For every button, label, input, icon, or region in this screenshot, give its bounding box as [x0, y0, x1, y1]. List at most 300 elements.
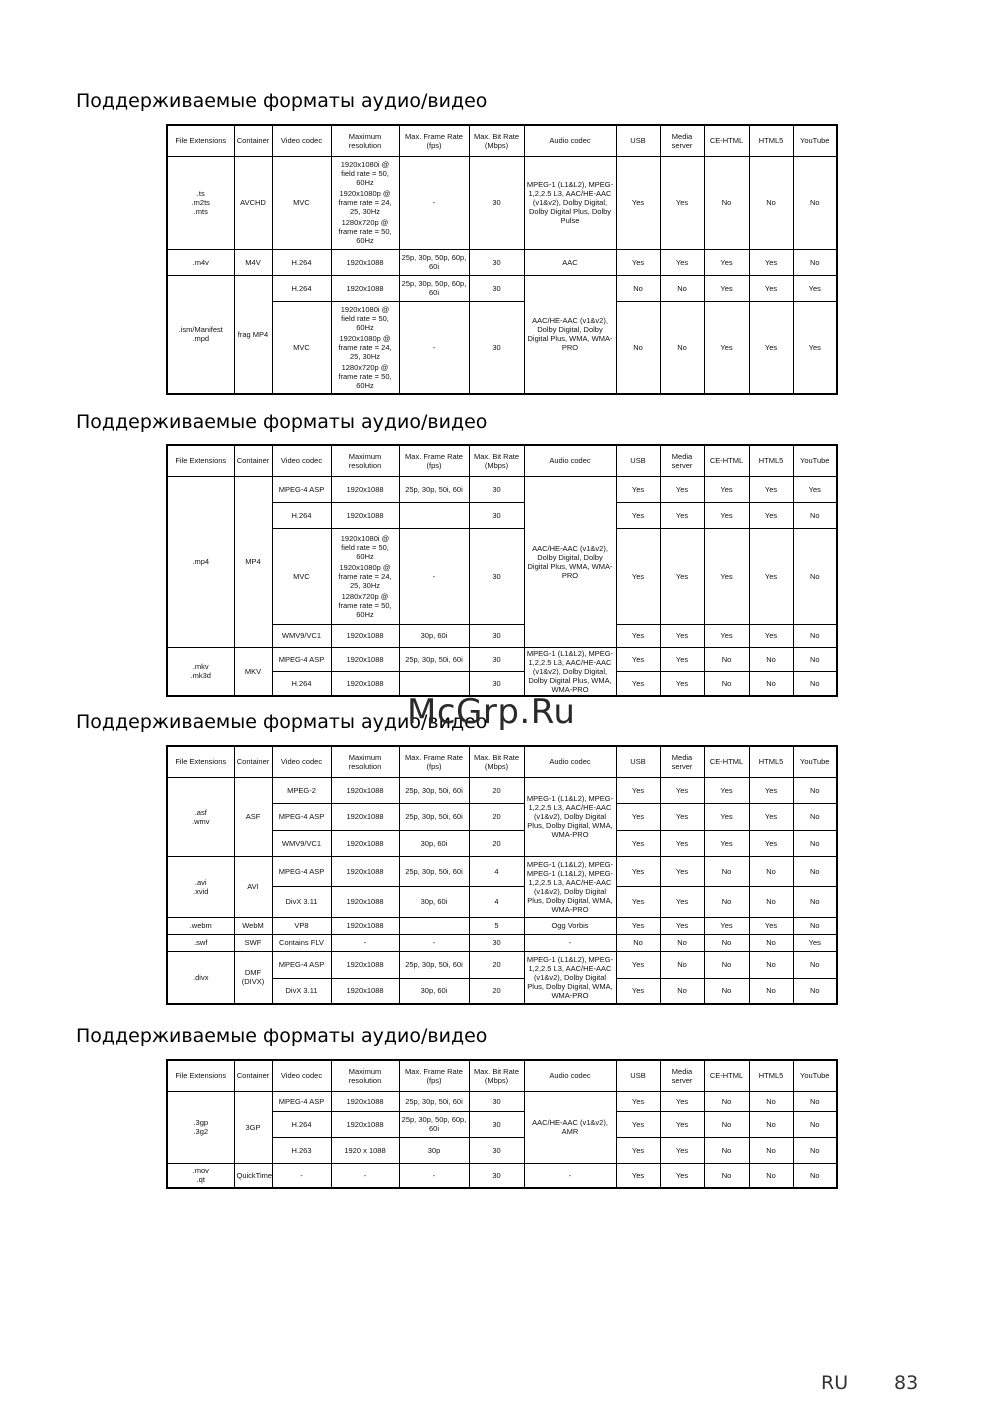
file-extensions: .swf: [167, 934, 234, 951]
usb: Yes: [616, 886, 660, 917]
video-codec: MVC: [272, 301, 331, 394]
max-resolution: 1920x1088: [331, 249, 399, 275]
video-codec: H.263: [272, 1137, 331, 1163]
max-resolution: 1920x1088: [331, 476, 399, 502]
video-codec: H.264: [272, 275, 331, 301]
usb: Yes: [616, 803, 660, 830]
col-usb: USB: [616, 125, 660, 156]
col-youtube: YouTube: [793, 125, 837, 156]
video-codec: MPEG-4 ASP: [272, 1091, 331, 1111]
col-container: Container: [234, 125, 272, 156]
max-resolution: 1920x1088: [331, 856, 399, 886]
video-codec: WMV9/VC1: [272, 830, 331, 856]
audio-codec: -: [524, 934, 616, 951]
col-video-codec: Video codec: [272, 125, 331, 156]
usb: Yes: [616, 856, 660, 886]
media-server: Yes: [660, 671, 704, 695]
frame-rate: 25p, 30p, 50i, 60i: [399, 951, 469, 978]
section-heading: Поддерживаемые форматы аудио/видео: [76, 90, 488, 112]
usb: Yes: [616, 647, 660, 671]
max-resolution: 1920x1088: [331, 1091, 399, 1111]
media-server: Yes: [660, 502, 704, 528]
resolution-line: 1920x1080p @ frame rate = 24, 25, 30Hz: [338, 189, 392, 216]
file-extensions: .divx: [167, 951, 234, 1004]
html5: Yes: [749, 830, 793, 856]
container: ASF: [234, 777, 272, 856]
html5: No: [749, 156, 793, 249]
frame-rate: 25p, 30p, 50i, 60i: [399, 777, 469, 803]
usb: Yes: [616, 476, 660, 502]
resolution-line: 1280x720p @ frame rate = 50, 60Hz: [338, 591, 392, 619]
bit-rate: 30: [469, 249, 524, 275]
audio-codec: MPEG-1 (L1&L2), MPEG-MPEG-1 (L1&L2), MPEG-1,2,2.5 L3, AAC/HE-AAC (v1&v2), Dolby Digital Plus, Dolby Digital, WMA, WMA-PRO: [524, 856, 616, 917]
ce-html: No: [704, 856, 749, 886]
container: WebM: [234, 917, 272, 934]
table-row: [167, 476, 837, 502]
video-codec: MPEG-4 ASP: [272, 647, 331, 671]
video-codec: MPEG-4 ASP: [272, 803, 331, 830]
col-max-bit-rate: Max. Bit Rate (Mbps): [469, 445, 524, 476]
resolution-line: 1280x720p @ frame rate = 50, 60Hz: [338, 218, 392, 245]
media-server: Yes: [660, 156, 704, 249]
audio-codec: AAC/HE-AAC (v1&v2), Dolby Digital, Dolby Digital Plus, WMA, WMA-PRO: [524, 476, 616, 647]
col-video-codec: Video codec: [272, 445, 331, 476]
max-resolution: 1920x1088: [331, 803, 399, 830]
section-heading: Поддерживаемые форматы аудио/видео: [76, 411, 488, 433]
youtube: No: [793, 1111, 837, 1137]
html5: Yes: [749, 476, 793, 502]
col-audio-codec: Audio codec: [524, 125, 616, 156]
ce-html: Yes: [704, 830, 749, 856]
max-resolution: 1920x1088: [331, 1111, 399, 1137]
frame-rate: 25p, 30p, 50p, 60p, 60i: [399, 249, 469, 275]
max-resolution: 1920x1088: [331, 624, 399, 647]
ce-html: No: [704, 1163, 749, 1188]
max-resolution: 1920x1088: [331, 978, 399, 1004]
col-file-extensions: File Extensions: [167, 746, 234, 777]
video-codec: VP8: [272, 917, 331, 934]
youtube: No: [793, 1137, 837, 1163]
media-server: Yes: [660, 1111, 704, 1137]
ce-html: No: [704, 934, 749, 951]
bit-rate: 30: [469, 1163, 524, 1188]
col-file-extensions: File Extensions: [167, 125, 234, 156]
media-server: No: [660, 934, 704, 951]
max-resolution: [331, 301, 399, 394]
bit-rate: 30: [469, 476, 524, 502]
col-usb: USB: [616, 1060, 660, 1091]
html5: Yes: [749, 803, 793, 830]
youtube: No: [793, 917, 837, 934]
ce-html: Yes: [704, 777, 749, 803]
file-extensions: .avi .xvid: [167, 856, 234, 917]
youtube: No: [793, 951, 837, 978]
header-row: [167, 125, 837, 156]
youtube: No: [793, 886, 837, 917]
youtube: Yes: [793, 934, 837, 951]
media-server: No: [660, 275, 704, 301]
youtube: No: [793, 156, 837, 249]
file-extensions: .mkv .mk3d: [167, 647, 234, 696]
media-server: Yes: [660, 856, 704, 886]
usb: No: [616, 275, 660, 301]
bit-rate: 30: [469, 624, 524, 647]
video-codec: MPEG-4 ASP: [272, 476, 331, 502]
col-media-server: Media server: [660, 445, 704, 476]
col-audio-codec: Audio codec: [524, 445, 616, 476]
col-container: Container: [234, 445, 272, 476]
frame-rate: 30p, 60i: [399, 830, 469, 856]
frame-rate: 25p, 30p, 50p, 60p, 60i: [399, 1111, 469, 1137]
audio-codec: MPEG-1 (L1&L2), MPEG-1,2,2.5 L3, AAC/HE-AAC (v1&v2), Dolby Digital Plus, Dolby Digital, WMA, WMA-PRO: [524, 777, 616, 856]
col-max-frame-rate: Max. Frame Rate (fps): [399, 1060, 469, 1091]
video-codec: Contains FLV: [272, 934, 331, 951]
html5: No: [749, 1163, 793, 1188]
footer-language: RU: [821, 1372, 849, 1394]
section-heading: Поддерживаемые форматы аудио/видео: [76, 711, 488, 733]
col-audio-codec: Audio codec: [524, 746, 616, 777]
video-codec: MVC: [272, 528, 331, 624]
bit-rate: 20: [469, 777, 524, 803]
header-row: [167, 1060, 837, 1091]
frame-rate: 30p, 60i: [399, 624, 469, 647]
video-codec: MPEG-4 ASP: [272, 856, 331, 886]
formats-table-1: [166, 124, 838, 395]
bit-rate: 30: [469, 934, 524, 951]
usb: Yes: [616, 624, 660, 647]
frame-rate: 25p, 30p, 50i, 60i: [399, 856, 469, 886]
html5: No: [749, 951, 793, 978]
bit-rate: 20: [469, 978, 524, 1004]
ce-html: No: [704, 1111, 749, 1137]
bit-rate: 30: [469, 1137, 524, 1163]
media-server: Yes: [660, 1163, 704, 1188]
usb: No: [616, 301, 660, 394]
usb: Yes: [616, 1091, 660, 1111]
resolution-line: 1920x1080p @ frame rate = 24, 25, 30Hz: [338, 562, 392, 590]
video-codec: H.264: [272, 249, 331, 275]
file-extensions: .3gp .3g2: [167, 1091, 234, 1163]
file-extensions: .webm: [167, 917, 234, 934]
col-container: Container: [234, 746, 272, 777]
col-max-frame-rate: Max. Frame Rate (fps): [399, 125, 469, 156]
usb: Yes: [616, 671, 660, 695]
formats-table-4: [166, 1059, 838, 1189]
html5: Yes: [749, 777, 793, 803]
ce-html: Yes: [704, 624, 749, 647]
youtube: No: [793, 249, 837, 275]
formats-table-2: [166, 444, 838, 697]
html5: No: [749, 1137, 793, 1163]
col-usb: USB: [616, 746, 660, 777]
frame-rate: -: [399, 528, 469, 624]
frame-rate: [399, 502, 469, 528]
container: MKV: [234, 647, 272, 696]
usb: Yes: [616, 502, 660, 528]
col-audio-codec: Audio codec: [524, 1060, 616, 1091]
ce-html: No: [704, 647, 749, 671]
bit-rate: 20: [469, 803, 524, 830]
col-html5: HTML5: [749, 746, 793, 777]
usb: Yes: [616, 156, 660, 249]
html5: No: [749, 978, 793, 1004]
col-usb: USB: [616, 445, 660, 476]
usb: Yes: [616, 1137, 660, 1163]
usb: Yes: [616, 917, 660, 934]
container: QuickTime: [234, 1163, 272, 1188]
ce-html: Yes: [704, 476, 749, 502]
media-server: Yes: [660, 647, 704, 671]
bit-rate: 4: [469, 856, 524, 886]
media-server: Yes: [660, 624, 704, 647]
file-extensions: .mp4: [167, 476, 234, 647]
table-row: [167, 934, 837, 951]
max-resolution: 1920x1088: [331, 647, 399, 671]
bit-rate: 30: [469, 502, 524, 528]
frame-rate: 25p, 30p, 50p, 60p, 60i: [399, 275, 469, 301]
html5: Yes: [749, 275, 793, 301]
container: M4V: [234, 249, 272, 275]
frame-rate: -: [399, 301, 469, 394]
watermark: McGrp.Ru: [407, 692, 576, 732]
youtube: No: [793, 803, 837, 830]
media-server: Yes: [660, 1091, 704, 1111]
ce-html: No: [704, 1137, 749, 1163]
col-media-server: Media server: [660, 1060, 704, 1091]
table-row: [167, 156, 837, 249]
col-ce-html: CE-HTML: [704, 445, 749, 476]
ce-html: Yes: [704, 803, 749, 830]
resolution-line: 1920x1080i @ field rate = 50, 60Hz: [340, 304, 390, 332]
col-file-extensions: File Extensions: [167, 445, 234, 476]
col-media-server: Media server: [660, 125, 704, 156]
bit-rate: 30: [469, 156, 524, 249]
ce-html: Yes: [704, 917, 749, 934]
usb: Yes: [616, 978, 660, 1004]
header-row: [167, 445, 837, 476]
max-resolution: 1920x1088: [331, 671, 399, 695]
media-server: Yes: [660, 528, 704, 624]
youtube: No: [793, 777, 837, 803]
video-codec: -: [272, 1163, 331, 1188]
col-max-bit-rate: Max. Bit Rate (Mbps): [469, 125, 524, 156]
col-youtube: YouTube: [793, 746, 837, 777]
col-youtube: YouTube: [793, 445, 837, 476]
col-max-frame-rate: Max. Frame Rate (fps): [399, 445, 469, 476]
html5: Yes: [749, 502, 793, 528]
resolution-line: 1920x1080p @ frame rate = 24, 25, 30Hz: [338, 333, 392, 361]
col-container: Container: [234, 1060, 272, 1091]
page-number: 83: [894, 1372, 919, 1394]
ce-html: Yes: [704, 249, 749, 275]
bit-rate: 30: [469, 1111, 524, 1137]
usb: Yes: [616, 830, 660, 856]
frame-rate: [399, 917, 469, 934]
audio-codec: MPEG-1 (L1&L2), MPEG-1,2,2.5 L3, AAC/HE-AAC (v1&v2), Dolby Digital Plus, Dolby Digital, WMA, WMA-PRO: [524, 951, 616, 1004]
container: DMF (DIVX): [234, 951, 272, 1004]
table-row: [167, 951, 837, 978]
usb: Yes: [616, 1163, 660, 1188]
youtube: No: [793, 856, 837, 886]
audio-codec: -: [524, 1163, 616, 1188]
resolution-line: 1920x1080i @ field rate = 50, 60Hz: [340, 533, 390, 561]
youtube: No: [793, 647, 837, 671]
video-codec: H.264: [272, 671, 331, 695]
video-codec: H.264: [272, 502, 331, 528]
audio-codec: MPEG-1 (L1&L2), MPEG-1,2,2.5 L3, AAC/HE-AAC (v1&v2), Dolby Digital, Dolby Digital Plus, WMA, WMA-PRO: [524, 647, 616, 696]
youtube: No: [793, 671, 837, 695]
col-video-codec: Video codec: [272, 1060, 331, 1091]
media-server: No: [660, 978, 704, 1004]
container: AVI: [234, 856, 272, 917]
usb: Yes: [616, 777, 660, 803]
col-ce-html: CE-HTML: [704, 746, 749, 777]
audio-codec: AAC/HE-AAC (v1&v2), Dolby Digital, Dolby Digital Plus, WMA, WMA-PRO: [524, 275, 616, 394]
max-resolution: -: [331, 1163, 399, 1188]
file-extensions: .m4v: [167, 249, 234, 275]
frame-rate: 25p, 30p, 50i, 60i: [399, 476, 469, 502]
frame-rate: -: [399, 156, 469, 249]
container: MP4: [234, 476, 272, 647]
col-max-resolution: Maximum resolution: [331, 445, 399, 476]
video-codec: MPEG-2: [272, 777, 331, 803]
ce-html: No: [704, 156, 749, 249]
video-codec: MPEG-4 ASP: [272, 951, 331, 978]
table-row: [167, 1091, 837, 1111]
file-extensions: .ts .m2ts .mts: [167, 156, 234, 249]
max-resolution: 1920x1088: [331, 951, 399, 978]
youtube: No: [793, 624, 837, 647]
max-resolution: [331, 528, 399, 624]
audio-codec: AAC: [524, 249, 616, 275]
frame-rate: 25p, 30p, 50i, 60i: [399, 647, 469, 671]
video-codec: H.264: [272, 1111, 331, 1137]
bit-rate: 5: [469, 917, 524, 934]
max-resolution: 1920x1088: [331, 777, 399, 803]
html5: Yes: [749, 528, 793, 624]
bit-rate: 30: [469, 1091, 524, 1111]
section-heading: Поддерживаемые форматы аудио/видео: [76, 1025, 488, 1047]
youtube: No: [793, 502, 837, 528]
html5: Yes: [749, 301, 793, 394]
video-codec: WMV9/VC1: [272, 624, 331, 647]
table-row: [167, 917, 837, 934]
ce-html: Yes: [704, 275, 749, 301]
media-server: No: [660, 951, 704, 978]
ce-html: Yes: [704, 502, 749, 528]
col-ce-html: CE-HTML: [704, 1060, 749, 1091]
col-video-codec: Video codec: [272, 746, 331, 777]
file-extensions: .asf .wmv: [167, 777, 234, 856]
usb: Yes: [616, 951, 660, 978]
frame-rate: 30p, 60i: [399, 886, 469, 917]
ce-html: Yes: [704, 301, 749, 394]
youtube: Yes: [793, 301, 837, 394]
bit-rate: 4: [469, 886, 524, 917]
bit-rate: 20: [469, 951, 524, 978]
col-max-resolution: Maximum resolution: [331, 1060, 399, 1091]
audio-codec: Ogg Vorbis: [524, 917, 616, 934]
html5: No: [749, 1111, 793, 1137]
table-row: [167, 1163, 837, 1188]
frame-rate: -: [399, 1163, 469, 1188]
table-row: [167, 647, 837, 671]
html5: No: [749, 671, 793, 695]
max-resolution: -: [331, 934, 399, 951]
youtube: No: [793, 978, 837, 1004]
col-max-resolution: Maximum resolution: [331, 746, 399, 777]
table-row: [167, 777, 837, 803]
html5: Yes: [749, 917, 793, 934]
bit-rate: 30: [469, 647, 524, 671]
media-server: Yes: [660, 830, 704, 856]
usb: Yes: [616, 1111, 660, 1137]
html5: Yes: [749, 624, 793, 647]
col-max-resolution: Maximum resolution: [331, 125, 399, 156]
ce-html: No: [704, 1091, 749, 1111]
container: SWF: [234, 934, 272, 951]
html5: No: [749, 1091, 793, 1111]
formats-table-3: [166, 745, 838, 1005]
ce-html: No: [704, 978, 749, 1004]
html5: Yes: [749, 249, 793, 275]
html5: No: [749, 934, 793, 951]
resolution-line: 1920x1080i @ field rate = 50, 60Hz: [340, 160, 390, 187]
container: AVCHD: [234, 156, 272, 249]
media-server: Yes: [660, 777, 704, 803]
table-row: [167, 275, 837, 301]
bit-rate: 20: [469, 830, 524, 856]
youtube: Yes: [793, 275, 837, 301]
col-max-bit-rate: Max. Bit Rate (Mbps): [469, 1060, 524, 1091]
video-codec: DivX 3.11: [272, 978, 331, 1004]
youtube: No: [793, 1091, 837, 1111]
media-server: Yes: [660, 1137, 704, 1163]
header-row: [167, 746, 837, 777]
bit-rate: 30: [469, 301, 524, 394]
file-extensions: .mov .qt: [167, 1163, 234, 1188]
youtube: No: [793, 528, 837, 624]
video-codec: DivX 3.11: [272, 886, 331, 917]
col-media-server: Media server: [660, 746, 704, 777]
max-resolution: 1920x1088: [331, 830, 399, 856]
frame-rate: 25p, 30p, 50i, 60i: [399, 803, 469, 830]
ce-html: No: [704, 671, 749, 695]
youtube: No: [793, 1163, 837, 1188]
max-resolution: [331, 156, 399, 249]
html5: No: [749, 886, 793, 917]
col-html5: HTML5: [749, 1060, 793, 1091]
youtube: No: [793, 830, 837, 856]
max-resolution: 1920x1088: [331, 275, 399, 301]
col-file-extensions: File Extensions: [167, 1060, 234, 1091]
bit-rate: 30: [469, 528, 524, 624]
media-server: Yes: [660, 476, 704, 502]
usb: Yes: [616, 249, 660, 275]
usb: No: [616, 934, 660, 951]
max-resolution: 1920x1088: [331, 886, 399, 917]
container: 3GP: [234, 1091, 272, 1163]
ce-html: No: [704, 951, 749, 978]
media-server: Yes: [660, 886, 704, 917]
media-server: Yes: [660, 803, 704, 830]
usb: Yes: [616, 528, 660, 624]
resolution-line: 1280x720p @ frame rate = 50, 60Hz: [338, 362, 392, 390]
max-resolution: 1920 x 1088: [331, 1137, 399, 1163]
ce-html: No: [704, 886, 749, 917]
media-server: No: [660, 301, 704, 394]
col-max-frame-rate: Max. Frame Rate (fps): [399, 746, 469, 777]
